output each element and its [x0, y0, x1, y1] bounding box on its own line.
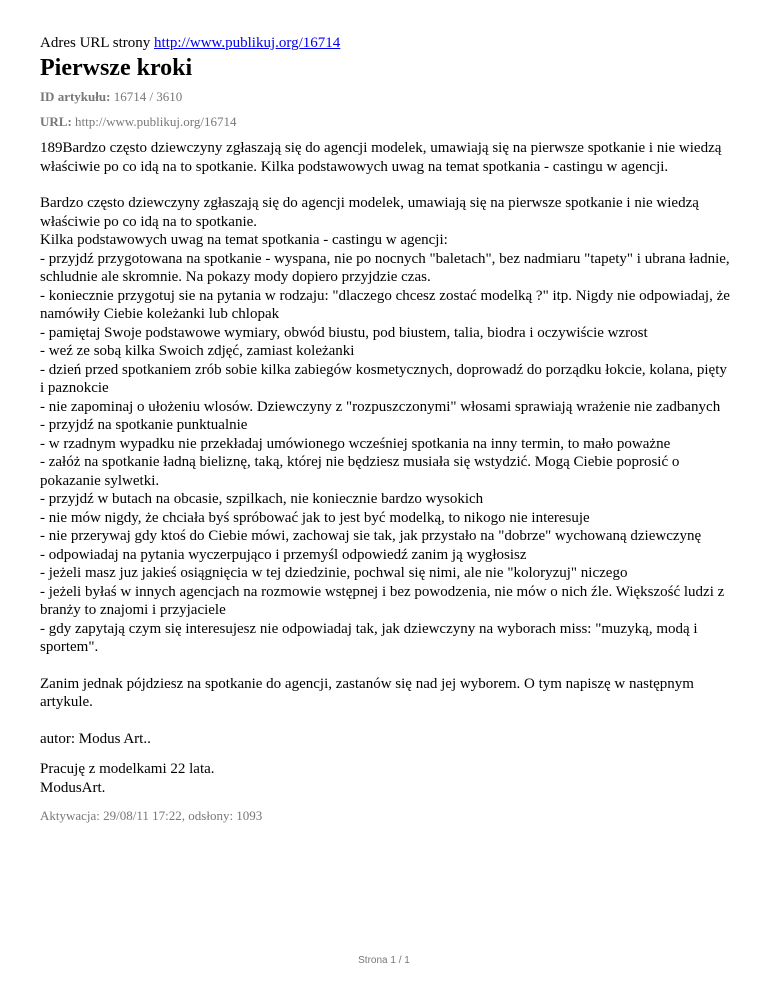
article-id-value: 16714 / 3610 [113, 89, 183, 104]
page-url-link[interactable]: http://www.publikuj.org/16714 [154, 35, 341, 51]
body-line: - jeżeli byłaś w innych agencjach na rozmowie wstępnej i bez powodzenia, nie mów o nich źle. Większość ludzi z branży to znajomi i przyjaciele [40, 583, 725, 618]
article-author: autor: Modus Art.. [40, 730, 151, 747]
body-line: - weź ze sobą kilka Swoich zdjęć, zamiast koleżanki [40, 343, 355, 359]
author-bio [40, 760, 730, 797]
body-line: - przyjdź na spotkanie punktualnie [40, 417, 248, 433]
author-bio-line: Pracuję z modelkami 22 lata. [40, 761, 215, 777]
article-title: Pierwsze kroki [40, 55, 193, 81]
body-line: - nie zapominaj o ułożeniu wlosów. Dziewczyny z "rozpuszczonymi" włosami sprawiają wrażenie nie zadbanych [40, 398, 721, 415]
article-url-line [40, 113, 730, 131]
article-id-line [40, 88, 730, 106]
page-url-line [40, 34, 730, 52]
article-body [40, 194, 730, 657]
body-line: - przyjdź w butach na obcasie, szpilkach, nie koniecznie bardzo wysokich [40, 491, 484, 507]
article-lead: 189Bardzo często dziewczyny zgłaszają się do agencji modelek, umawiają się na pierwsze spotkanie i nie wiedzą właściwie po co idą na to spotkanie. Kilka podstawowych uwag na temat spotkania - castingu w agencji. [40, 140, 722, 175]
author-bio-line: ModusArt. [40, 779, 106, 796]
body-line: - przyjdź przygotowana na spotkanie - wyspana, nie po nocnych "baletach", bez nadmiaru "tapety" i ubrana ładnie, schludnie ale skromnie. Na pokazy mody dopiero przyjdzie czas. [40, 250, 730, 285]
url-prefix: Adres URL strony [40, 35, 151, 51]
activation-info: Aktywacja: 29/08/11 17:22, odsłony: 1093 [40, 808, 263, 823]
body-line: Bardzo często dziewczyny zgłaszają się do agencji modelek, umawiają się na pierwsze spotkanie i nie wiedzą właściwie po co idą na to spotkanie. [40, 195, 699, 230]
body-line: - pamiętaj Swoje podstawowe wymiary, obwód biustu, pod biustem, talia, biodra i oczywiście wzrost [40, 324, 648, 341]
body-line: - gdy zapytają czym się interesujesz nie odpowiadaj tak, jak dziewczyny na wyborach miss: "muzyką, modą i sportem". [40, 620, 698, 655]
body-line: - nie przerywaj gdy ktoś do Ciebie mówi, zachowaj sie tak, jak przystało na "dobrze" wychowaną dziewczynę [40, 528, 702, 544]
body-line: - dzień przed spotkaniem zrób sobie kilka zabiegów kosmetycznych, doprowadź do porządku łokcie, kolana, pięty i paznokcie [40, 361, 727, 396]
body-line: - odpowiadaj na pytania wyczerpująco i przemyśl odpowiedź zanim ją wygłosisz [40, 546, 527, 563]
body-line: - nie mów nigdy, że chciała byś spróbować jak to jest być modelką, to nikogo nie interesuje [40, 509, 590, 526]
body-line: Kilka podstawowych uwag na temat spotkania - castingu w agencji: [40, 232, 448, 248]
body-line: - koniecznie przygotuj sie na pytania w rodzaju: "dlaczego chcesz zostać modelką ?" itp. Nigdy nie odpowiadaj, że namówiły Ciebie koleżanki lub chlopak [40, 287, 730, 322]
document-page [40, 34, 730, 825]
article-outro: Zanim jednak pójdziesz na spotkanie do agencji, zastanów się nad jej wyborem. O tym napiszę w następnym artykule. [40, 675, 694, 710]
body-line: - jeżeli masz juz jakieś osiągnięcia w tej dziedzinie, pochwal się nimi, ale nie "koloryzuj" niczego [40, 565, 628, 581]
article-id-label: ID artykułu: [40, 89, 111, 104]
article-url-label: URL: [40, 114, 72, 129]
article-url-value: http://www.publikuj.org/16714 [75, 114, 237, 129]
body-line: - załóż na spotkanie ładną bieliznę, taką, której nie będziesz musiała się wstydzić. Mogą Ciebie poprosić o pokazanie sylwetki. [40, 454, 680, 489]
page-number: Strona 1 / 1 [358, 955, 410, 966]
body-line: - w rzadnym wypadku nie przekładaj umówionego wcześniej spotkania na inny termin, to mało poważne [40, 435, 671, 452]
